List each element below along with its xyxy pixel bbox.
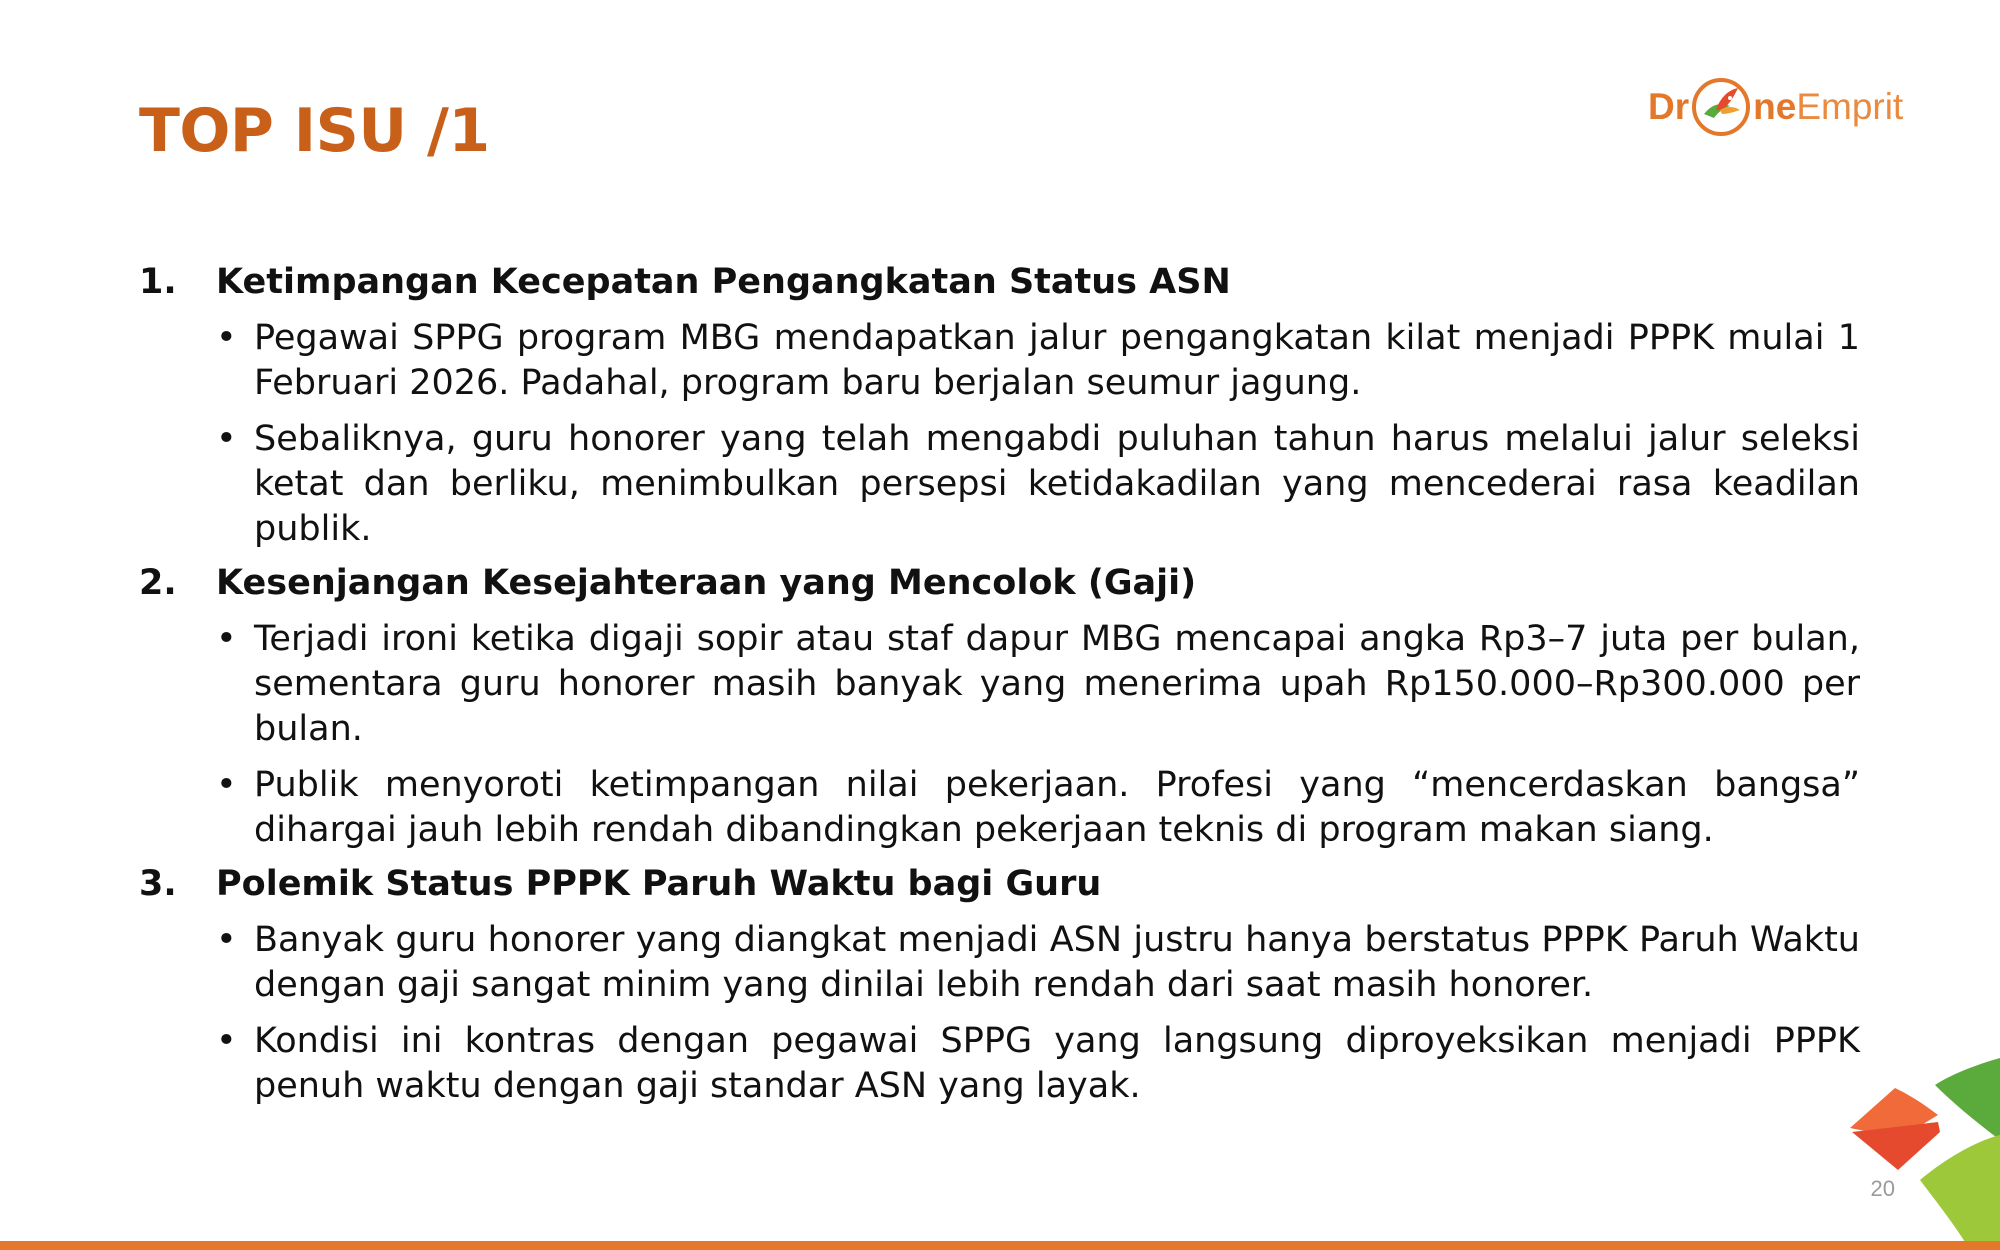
bullet-text: Publik menyoroti ketimpangan nilai pekerjaan. Profesi yang “mencerdaskan bangsa” dihargai jauh lebih rendah dibandingkan pekerjaan teknis di program makan siang. xyxy=(254,765,1860,850)
bullet-icon: • xyxy=(216,318,237,358)
topic-heading-text: Polemik Status PPPK Paruh Waktu bagi Guru xyxy=(216,864,1102,904)
slide-title: TOP ISU /1 xyxy=(139,96,490,166)
bullet-icon: • xyxy=(216,619,237,659)
bullet-item xyxy=(216,918,1860,1008)
page-number: 20 xyxy=(1870,1176,1895,1201)
bullet-item xyxy=(216,316,1860,406)
drone-emprit-logo xyxy=(1648,72,1918,142)
topic-number: 3. xyxy=(139,864,177,904)
bullet-item xyxy=(216,1019,1860,1109)
topic-item xyxy=(139,862,1860,1109)
bullet-item xyxy=(216,763,1860,853)
bullet-text: Banyak guru honorer yang diangkat menjadi ASN justru hanya berstatus PPPK Paruh Waktu dengan gaji sangat minim yang dinilai lebih rendah dari saat masih honorer. xyxy=(254,920,1860,1005)
bullet-icon: • xyxy=(216,419,237,459)
bullet-item xyxy=(216,417,1860,552)
topic-heading xyxy=(139,260,1860,305)
bullet-text: Sebaliknya, guru honorer yang telah mengabdi puluhan tahun harus melalui jalur seleksi ketat dan berliku, menimbulkan persepsi ketidakadilan yang mencederai rasa keadilan publik. xyxy=(254,419,1860,549)
bullet-list xyxy=(216,316,1860,552)
bullet-list xyxy=(216,918,1860,1109)
bullet-text: Kondisi ini kontras dengan pegawai SPPG yang langsung diproyeksikan menjadi PPPK penuh waktu dengan gaji standar ASN yang layak. xyxy=(254,1021,1860,1106)
bullet-text: Terjadi ironi ketika digaji sopir atau staf dapur MBG mencapai angka Rp3–7 juta per bulan, sementara guru honorer masih banyak yang menerima upah Rp150.000–Rp300.000 per bulan. xyxy=(254,619,1860,749)
logo-text-ne: ne xyxy=(1753,86,1797,127)
topic-item xyxy=(139,561,1860,853)
bullet-icon: • xyxy=(216,1021,237,1061)
topic-list xyxy=(139,260,1860,1118)
bullet-item xyxy=(216,617,1860,752)
corner-light-green-shape xyxy=(1920,1135,2000,1250)
bullet-text: Pegawai SPPG program MBG mendapatkan jalur pengangkatan kilat menjadi PPPK mulai 1 Februari 2026. Padahal, program baru berjalan seumur jagung. xyxy=(254,318,1860,403)
corner-green-shape xyxy=(1935,1058,2000,1140)
topic-item xyxy=(139,260,1860,552)
logo-bird-icon xyxy=(1690,76,1752,138)
topic-heading xyxy=(139,862,1860,907)
bullet-list xyxy=(216,617,1860,853)
logo-text-dr: Dr xyxy=(1648,86,1690,127)
logo-text-emprit: Emprit xyxy=(1796,86,1904,127)
topic-number: 2. xyxy=(139,563,177,603)
topic-heading-text: Kesenjangan Kesejahteraan yang Mencolok (Gaji) xyxy=(216,563,1197,603)
topic-heading xyxy=(139,561,1860,606)
corner-decoration xyxy=(1840,1040,2000,1250)
bullet-icon: • xyxy=(216,920,237,960)
topic-heading-text: Ketimpangan Kecepatan Pengangkatan Status ASN xyxy=(216,262,1231,302)
bullet-icon: • xyxy=(216,765,237,805)
topic-number: 1. xyxy=(139,262,177,302)
bottom-accent-bar xyxy=(0,1241,2000,1250)
